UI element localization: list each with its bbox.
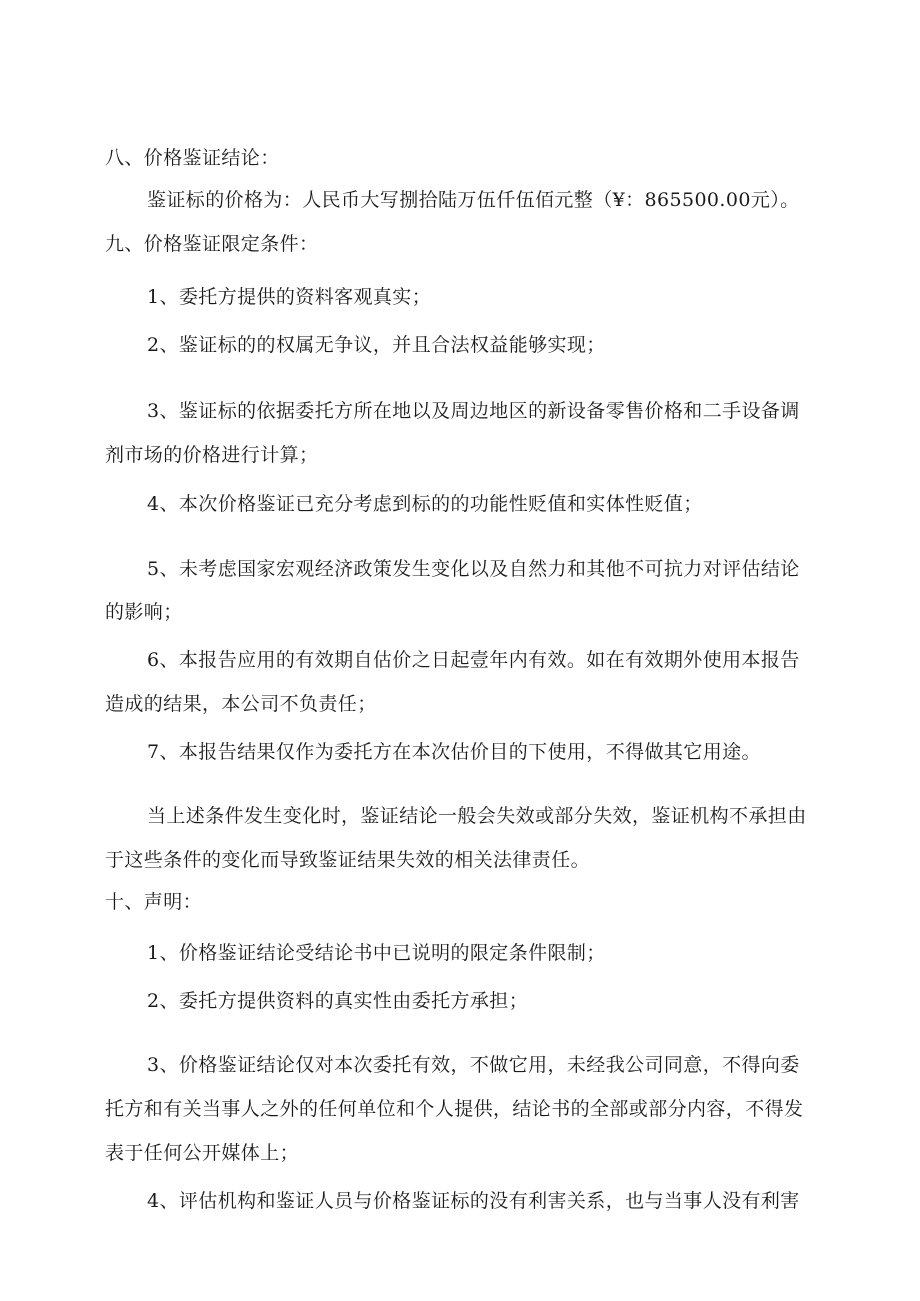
section-8-heading: 八、价格鉴证结论： bbox=[105, 147, 280, 169]
condition-4: 4、本次价格鉴证已充分考虑到标的的功能性贬值和实体性贬值； bbox=[147, 493, 703, 515]
statement-2: 2、委托方提供资料的真实性由委托方承担； bbox=[147, 990, 529, 1012]
condition-6-line-1: 6、本报告应用的有效期自估价之日起壹年内有效。如在有效期外使用本报告 bbox=[147, 649, 800, 671]
conditions-note-line-1: 当上述条件发生变化时，鉴证结论一般会失效或部分失效，鉴证机构不承担由 bbox=[147, 805, 807, 827]
condition-6-line-2: 造成的结果，本公司不负责任； bbox=[105, 693, 377, 715]
condition-2: 2、鉴证标的的权属无争议，并且合法权益能够实现； bbox=[147, 334, 606, 356]
condition-3-line-1: 3、鉴证标的依据委托方所在地以及周边地区的新设备零售价格和二手设备调 bbox=[147, 400, 800, 422]
section-9-heading: 九、价格鉴证限定条件： bbox=[105, 233, 319, 255]
condition-5-line-1: 5、未考虑国家宏观经济政策发生变化以及自然力和其他不可抗力对评估结论 bbox=[147, 558, 800, 580]
statement-3-line-1: 3、价格鉴证结论仅对本次委托有效，不做它用，未经我公司同意，不得向委 bbox=[147, 1054, 800, 1076]
condition-7: 7、本报告结果仅作为委托方在本次估价目的下使用，不得做其它用途。 bbox=[147, 741, 761, 763]
condition-3-line-2: 剂市场的价格进行计算； bbox=[105, 444, 319, 466]
conditions-note-line-2: 于这些条件的变化而导致鉴证结果失效的相关法律责任。 bbox=[105, 849, 591, 871]
statement-4-line-1: 4、评估机构和鉴证人员与价格鉴证标的没有利害关系，也与当事人没有利害 bbox=[147, 1190, 800, 1212]
condition-5-line-2: 的影响； bbox=[105, 601, 183, 623]
price-conclusion: 鉴证标的价格为：人民币大写捌拾陆万伍仟伍佰元整（¥：865500.00元）。 bbox=[147, 189, 800, 211]
statement-3-line-3: 表于任何公开媒体上； bbox=[105, 1142, 300, 1164]
statement-3-line-2: 托方和有关当事人之外的任何单位和个人提供，结论书的全部或部分内容，不得发 bbox=[105, 1098, 804, 1120]
statement-1: 1、价格鉴证结论受结论书中已说明的限定条件限制； bbox=[147, 942, 606, 964]
condition-1: 1、委托方提供的资料客观真实； bbox=[147, 286, 432, 308]
section-10-heading: 十、声明： bbox=[105, 891, 203, 913]
